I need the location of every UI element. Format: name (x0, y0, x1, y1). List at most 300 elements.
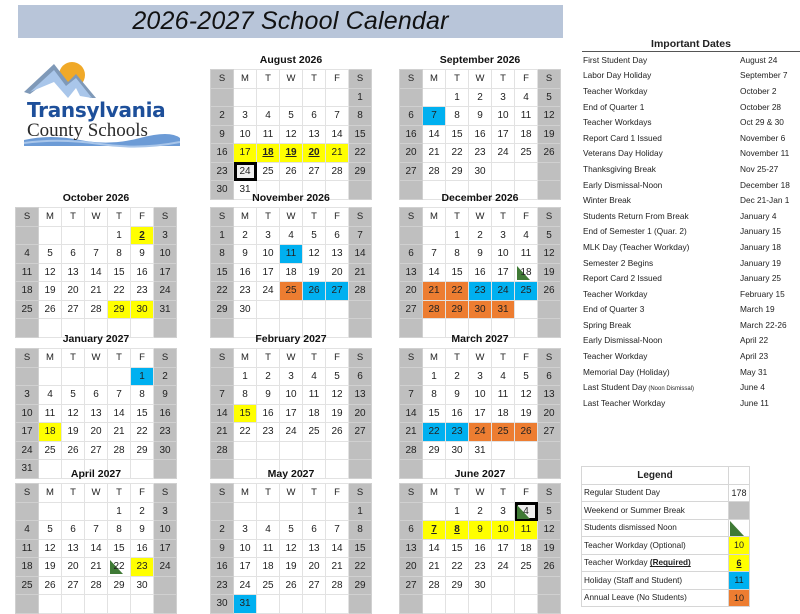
day-number: 19 (543, 128, 555, 140)
day-cell (492, 245, 515, 264)
month-november-2026 (210, 191, 372, 338)
day-number: 4 (500, 370, 506, 382)
day-cell (492, 263, 515, 282)
day-cell (326, 386, 349, 405)
day-cell (423, 282, 446, 301)
day-number: 24 (239, 165, 251, 177)
day-cell (400, 558, 423, 577)
day-number: 17 (497, 266, 509, 278)
event-date: June 4 (740, 382, 765, 393)
important-date-row (578, 114, 800, 130)
day-number: 20 (90, 426, 102, 438)
day-cell (108, 423, 131, 442)
important-date-row (578, 364, 800, 380)
week-row (400, 558, 561, 577)
day-number: 6 (357, 370, 363, 382)
day-cell (280, 245, 303, 264)
event-date: December 18 (740, 179, 790, 190)
week-row (16, 576, 177, 595)
day-cell (154, 539, 177, 558)
day-number: 13 (90, 407, 102, 419)
day-cell (62, 263, 85, 282)
day-cell (326, 162, 349, 181)
day-number: 2 (454, 370, 460, 382)
day-cell (469, 226, 492, 245)
day-cell (257, 576, 280, 595)
week-row (211, 502, 372, 521)
empty-cell (400, 595, 423, 614)
day-cell (423, 125, 446, 144)
event-date: June 11 (740, 397, 769, 408)
month-title: February 2027 (255, 333, 327, 345)
day-number: 28 (113, 444, 125, 456)
weekday-header: M (234, 484, 257, 503)
day-number: 16 (136, 542, 148, 554)
empty-cell (515, 576, 538, 595)
day-number: 17 (159, 542, 171, 554)
day-number: 19 (67, 426, 79, 438)
event-date: May 31 (740, 366, 768, 377)
day-cell (492, 144, 515, 163)
week-row (400, 144, 561, 163)
empty-cell (400, 502, 423, 521)
day-cell (400, 300, 423, 319)
day-cell (492, 367, 515, 386)
day-cell (234, 521, 257, 540)
week-row (16, 539, 177, 558)
day-cell (131, 367, 154, 386)
day-cell (16, 300, 39, 319)
month-december-2026 (399, 191, 561, 338)
day-number: 24 (285, 426, 297, 438)
event-date: January 4 (740, 210, 777, 221)
day-cell (234, 144, 257, 163)
day-number: 10 (285, 389, 297, 401)
day-cell (349, 263, 372, 282)
event-date: January 18 (740, 241, 782, 252)
weekday-header: T (62, 484, 85, 503)
day-cell (154, 282, 177, 301)
weekday-header: W (280, 70, 303, 89)
day-number: 19 (285, 147, 297, 159)
calendar-grid (15, 207, 177, 338)
empty-cell (326, 595, 349, 614)
empty-cell (280, 502, 303, 521)
day-number: 29 (451, 579, 463, 591)
day-number: 24 (497, 147, 509, 159)
weekday-header: S (400, 484, 423, 503)
day-number: 8 (219, 248, 225, 260)
day-cell (154, 386, 177, 405)
weekday-header: F (326, 349, 349, 368)
empty-cell (108, 367, 131, 386)
day-cell (349, 245, 372, 264)
day-number: 3 (288, 370, 294, 382)
day-number: 3 (477, 370, 483, 382)
day-number: 5 (546, 91, 552, 103)
day-number: 21 (331, 561, 343, 573)
day-cell (280, 558, 303, 577)
empty-cell (492, 576, 515, 595)
day-cell (303, 107, 326, 126)
day-cell (39, 576, 62, 595)
day-number: 15 (113, 266, 125, 278)
important-date-row (578, 161, 800, 177)
day-number: 12 (44, 266, 56, 278)
day-cell (538, 245, 561, 264)
day-cell (85, 245, 108, 264)
day-number: 4 (265, 524, 271, 536)
empty-cell (446, 595, 469, 614)
day-number: 1 (431, 370, 437, 382)
day-number: 4 (523, 505, 529, 517)
day-cell (538, 144, 561, 163)
day-number: 10 (474, 389, 486, 401)
day-number: 26 (331, 426, 343, 438)
day-number: 21 (428, 147, 440, 159)
weekday-header: S (16, 349, 39, 368)
event-label: Students Return From Break (583, 210, 689, 221)
important-date-row (578, 317, 800, 333)
empty-cell (400, 367, 423, 386)
day-number: 24 (239, 579, 251, 591)
day-cell (303, 245, 326, 264)
day-cell (131, 226, 154, 245)
week-row (211, 441, 372, 460)
calendar-grid (210, 69, 372, 200)
day-number: 20 (405, 147, 417, 159)
day-number: 8 (139, 389, 145, 401)
day-number: 16 (239, 266, 251, 278)
empty-cell (349, 595, 372, 614)
event-label: End of Quarter 1 (583, 101, 645, 112)
day-number: 21 (331, 147, 343, 159)
day-cell (16, 404, 39, 423)
important-date-row (578, 348, 800, 364)
day-number: 6 (546, 370, 552, 382)
empty-cell (303, 595, 326, 614)
event-date: October 2 (740, 85, 777, 96)
month-title: October 2026 (62, 192, 130, 204)
day-number: 24 (497, 561, 509, 573)
day-cell (538, 386, 561, 405)
day-cell (280, 226, 303, 245)
day-number: 28 (331, 579, 343, 591)
day-cell (211, 226, 234, 245)
day-cell (280, 386, 303, 405)
day-number: 6 (93, 389, 99, 401)
day-cell (303, 423, 326, 442)
day-cell (326, 263, 349, 282)
day-number: 28 (331, 165, 343, 177)
day-number: 3 (265, 229, 271, 241)
legend-label: Students dismissed Noon (582, 519, 729, 537)
empty-cell (469, 595, 492, 614)
legend-swatch (729, 502, 750, 520)
day-number: 20 (543, 407, 555, 419)
day-number: 5 (70, 389, 76, 401)
day-number: 6 (408, 110, 414, 122)
day-number: 2 (139, 505, 145, 517)
weekday-header: T (108, 349, 131, 368)
day-cell (469, 558, 492, 577)
day-number: 12 (67, 407, 79, 419)
weekday-header: S (349, 208, 372, 227)
day-number: 26 (44, 579, 56, 591)
day-cell (492, 386, 515, 405)
day-cell (492, 125, 515, 144)
day-number: 16 (474, 266, 486, 278)
legend-row (582, 554, 750, 572)
weekday-header: S (538, 349, 561, 368)
event-label: Veterans Day Holiday (583, 148, 663, 159)
day-cell (280, 162, 303, 181)
day-number: 4 (288, 229, 294, 241)
event-label: Report Card 1 Issued (583, 132, 662, 143)
day-number: 11 (520, 524, 532, 536)
week-row (211, 576, 372, 595)
legend-label: Weekend or Summer Break (582, 502, 729, 520)
weekday-header: T (108, 484, 131, 503)
day-cell (108, 226, 131, 245)
day-number: 8 (116, 524, 122, 536)
event-date: March 19 (740, 304, 775, 315)
day-number: 12 (285, 128, 297, 140)
empty-cell (349, 300, 372, 319)
day-number: 6 (70, 524, 76, 536)
day-number: 12 (543, 110, 555, 122)
day-number: 26 (543, 285, 555, 297)
day-cell (39, 263, 62, 282)
day-cell (257, 107, 280, 126)
weekday-header: S (211, 208, 234, 227)
legend-swatch (729, 519, 750, 537)
day-cell (234, 263, 257, 282)
empty-cell (492, 162, 515, 181)
day-number: 25 (262, 165, 274, 177)
day-cell (515, 502, 538, 521)
empty-cell (538, 300, 561, 319)
day-number: 8 (454, 248, 460, 260)
event-date: Dec 21-Jan 1 (740, 195, 790, 206)
day-cell (257, 423, 280, 442)
day-cell (85, 441, 108, 460)
day-number: 30 (159, 444, 171, 456)
empty-cell (62, 226, 85, 245)
event-label: End of Quarter 3 (583, 304, 645, 315)
day-cell (303, 263, 326, 282)
day-number: 6 (334, 229, 340, 241)
day-number: 7 (357, 229, 363, 241)
day-cell (446, 404, 469, 423)
day-number: 17 (285, 407, 297, 419)
day-cell (257, 162, 280, 181)
day-number: 27 (67, 579, 79, 591)
day-number: 22 (113, 561, 125, 573)
empty-cell (257, 300, 280, 319)
day-number: 31 (159, 303, 171, 315)
day-number: 10 (21, 407, 33, 419)
legend-label: Teacher Workday (Required) (582, 554, 729, 572)
weekday-header: T (492, 484, 515, 503)
day-cell (469, 88, 492, 107)
event-label: Semester 2 Begins (583, 257, 654, 268)
day-number: 11 (308, 389, 320, 401)
day-number: 9 (454, 389, 460, 401)
day-cell (469, 386, 492, 405)
day-cell (515, 125, 538, 144)
event-date: Oct 29 & 30 (740, 117, 784, 128)
legend-swatch: 11 (729, 572, 750, 590)
calendar-grid (210, 348, 372, 479)
day-cell (446, 300, 469, 319)
weekday-header: S (16, 484, 39, 503)
day-number: 21 (354, 266, 366, 278)
day-number: 12 (543, 524, 555, 536)
empty-cell (538, 441, 561, 460)
event-date: November 11 (740, 148, 790, 159)
day-number: 31 (239, 598, 251, 610)
day-number: 17 (262, 266, 274, 278)
day-number: 10 (497, 110, 509, 122)
day-number: 25 (497, 426, 509, 438)
day-cell (85, 386, 108, 405)
day-cell (303, 558, 326, 577)
event-label: Teacher Workday (583, 85, 648, 96)
event-date: August 24 (740, 54, 778, 65)
day-cell (211, 125, 234, 144)
day-number: 15 (216, 266, 228, 278)
day-number: 8 (116, 248, 122, 260)
day-cell (234, 282, 257, 301)
day-number: 18 (262, 147, 274, 159)
legend-row (582, 572, 750, 590)
day-number: 29 (451, 303, 463, 315)
empty-cell (16, 226, 39, 245)
week-row (400, 521, 561, 540)
day-cell (469, 576, 492, 595)
week-row (211, 404, 372, 423)
day-cell (303, 404, 326, 423)
week-row (16, 282, 177, 301)
day-number: 16 (451, 407, 463, 419)
day-number: 12 (520, 389, 532, 401)
day-cell (211, 595, 234, 614)
day-number: 11 (44, 407, 56, 419)
day-number: 14 (331, 542, 343, 554)
month-june-2027 (399, 467, 561, 614)
day-number: 11 (262, 128, 274, 140)
day-cell (154, 263, 177, 282)
day-number: 24 (262, 285, 274, 297)
empty-cell (349, 441, 372, 460)
month-october-2026 (15, 191, 177, 338)
day-number: 23 (474, 285, 486, 297)
day-number: 2 (219, 110, 225, 122)
day-cell (349, 282, 372, 301)
day-cell (85, 558, 108, 577)
day-number: 3 (24, 389, 30, 401)
day-number: 3 (162, 505, 168, 517)
empty-cell (280, 300, 303, 319)
day-cell (423, 263, 446, 282)
day-cell (326, 558, 349, 577)
day-number: 2 (477, 505, 483, 517)
day-number: 19 (543, 542, 555, 554)
day-cell (62, 282, 85, 301)
day-number: 15 (354, 542, 366, 554)
day-number: 12 (44, 542, 56, 554)
important-date-row (578, 286, 800, 302)
day-number: 23 (136, 285, 148, 297)
day-cell (469, 282, 492, 301)
day-number: 23 (159, 426, 171, 438)
event-label: MLK Day (Teacher Workday) (583, 241, 690, 252)
day-cell (39, 521, 62, 540)
legend-label: Regular Student Day (582, 484, 729, 502)
day-cell (446, 539, 469, 558)
day-cell (257, 386, 280, 405)
month-title: May 2027 (267, 468, 315, 480)
day-cell (515, 107, 538, 126)
day-number: 14 (216, 407, 228, 419)
day-cell (492, 226, 515, 245)
day-number: 16 (262, 407, 274, 419)
day-cell (85, 576, 108, 595)
weekday-header: W (85, 484, 108, 503)
day-cell (538, 88, 561, 107)
day-cell (303, 576, 326, 595)
weekday-header: S (538, 70, 561, 89)
day-cell (492, 558, 515, 577)
day-cell (154, 502, 177, 521)
day-cell (16, 386, 39, 405)
day-cell (423, 576, 446, 595)
day-number: 14 (90, 542, 102, 554)
day-cell (538, 367, 561, 386)
weekday-header: M (423, 208, 446, 227)
day-number: 15 (451, 542, 463, 554)
day-cell (211, 162, 234, 181)
weekday-header: M (39, 484, 62, 503)
day-cell (492, 521, 515, 540)
day-number: 8 (431, 389, 437, 401)
day-number: 30 (474, 303, 486, 315)
day-number: 28 (428, 165, 440, 177)
day-cell (85, 539, 108, 558)
day-cell (108, 263, 131, 282)
day-number: 10 (239, 128, 251, 140)
day-number: 9 (477, 248, 483, 260)
day-cell (154, 441, 177, 460)
important-dates-title: Important Dates (582, 38, 800, 52)
day-cell (280, 521, 303, 540)
day-cell (349, 521, 372, 540)
event-date: January 25 (740, 273, 782, 284)
day-number: 29 (136, 444, 148, 456)
day-cell (349, 88, 372, 107)
day-number: 7 (219, 389, 225, 401)
legend-swatch: 178 (729, 484, 750, 502)
day-cell (400, 521, 423, 540)
weekday-header: F (515, 208, 538, 227)
day-cell (400, 441, 423, 460)
day-cell (326, 245, 349, 264)
weekday-header: S (538, 208, 561, 227)
day-number: 16 (216, 147, 228, 159)
day-cell (469, 245, 492, 264)
day-number: 25 (21, 579, 33, 591)
